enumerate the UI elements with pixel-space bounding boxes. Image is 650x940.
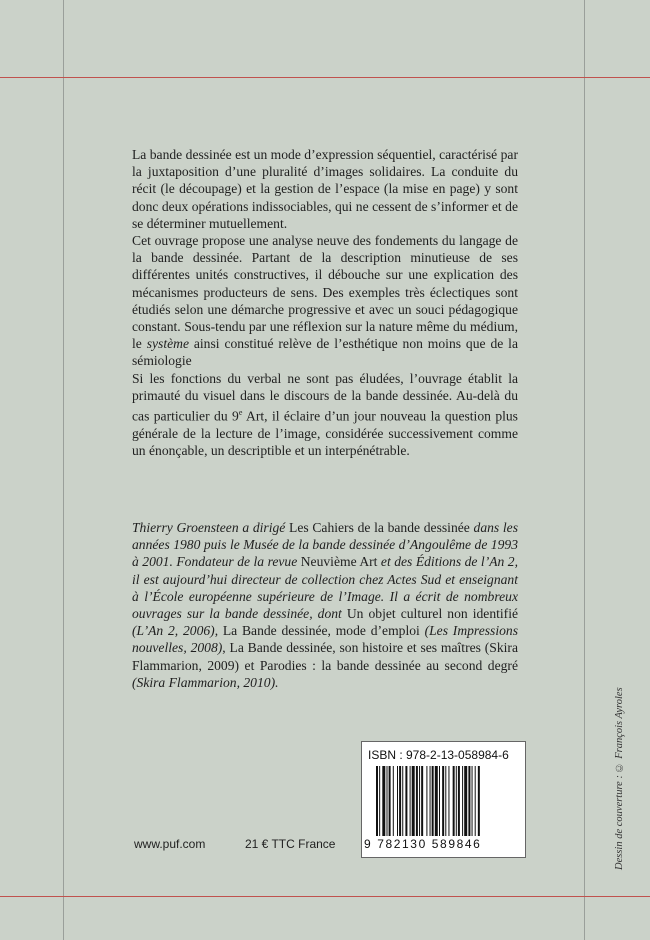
barcode-bar	[458, 766, 460, 836]
barcode-bar	[472, 766, 473, 836]
barcode-bar	[468, 766, 470, 836]
barcode-bar	[412, 766, 415, 836]
bio-segment: Neuvième Art	[300, 554, 378, 570]
bio-segment: Les Cahiers de la bande dessinée	[289, 520, 470, 535]
isbn-label: ISBN : 978-2-13-058984-6	[368, 748, 509, 762]
barcode-bar	[379, 766, 380, 836]
barcode-bar	[448, 766, 449, 836]
barcode-bar	[439, 766, 440, 836]
author-bio	[132, 519, 518, 691]
barcode-bar	[421, 766, 423, 836]
bio-segment: , La Bande dessinée, mode d’emploi	[214, 623, 425, 639]
barcode-bar	[393, 766, 394, 836]
barcode-bar	[426, 766, 427, 836]
author-bio-paragraph	[132, 519, 518, 691]
barcode-bar	[397, 766, 398, 836]
barcode-bar	[389, 766, 391, 836]
bio-segment: (Les Impressions nouvelles, 2008)	[132, 623, 518, 656]
barcode-bar	[419, 766, 420, 836]
barcode-bar	[475, 766, 476, 836]
barcode-bar	[382, 766, 385, 836]
price-label: 21 € TTC France	[245, 837, 336, 851]
barcode-bar	[442, 766, 444, 836]
barcode-bar	[464, 766, 467, 836]
barcode-bar	[416, 766, 418, 836]
barcode-bar	[435, 766, 438, 836]
barcode-bar	[399, 766, 401, 836]
bio-segment: Un objet culturel non identifié	[346, 606, 519, 622]
bio-segment: (L’An 2, 2006)	[132, 623, 215, 639]
bio-segment: (Skira Flammarion, 2010).	[132, 674, 279, 690]
barcode-bar	[456, 766, 457, 836]
barcode-bar	[405, 766, 407, 836]
summary-paragraph-3: Si les fonctions du verbal ne sont pas éludées, l’ouvrage établit la primauté du visuel dans le discours de la bande dessinée. Au-delà du cas particulier du 9e Art, il éclaire d’un jour nouveau la question plus générale de la lecture de l’image, considérée successivement comme un énonçable, un descriptible et un interpénétrable.	[132, 370, 518, 458]
barcode-panel	[361, 741, 526, 858]
barcode-bar	[410, 766, 411, 836]
barcode-bar	[453, 766, 455, 836]
bio-segment: et des Éditions de l’An 2, il est aujourd’hui directeur de collection chez Actes Sud et enseignant à l’École européenne supérieure de l’Image. Il a écrit de nombreux ouvrages sur la bande dessinée, dont	[132, 554, 518, 622]
barcode-bar	[402, 766, 403, 836]
top-red-rule	[0, 77, 650, 78]
barcode-bar	[478, 766, 480, 836]
bio-segment: Thierry Groensteen a dirigé	[132, 520, 290, 535]
barcode-bar	[445, 766, 446, 836]
bottom-red-rule	[0, 896, 650, 897]
barcode-bar	[430, 766, 431, 836]
summary-paragraph-1: La bande dessinée est un mode d’expression séquentiel, caractérisé par la juxtaposition d’une pluralité d’images solidaires. La conduite du récit (le découpage) et la gestion de l’espace (la mise en page) y sont donc deux opérations indissociables, qui ne cessent de s’informer et de se déterminer mutuellement.	[132, 147, 518, 231]
book-summary	[132, 146, 518, 459]
bio-segment: , La Bande dessinée, son histoire et ses maîtres (Skira Flammarion, 2009) et Parodies : la bande dessinée au second degré	[132, 640, 518, 673]
barcode-bar	[376, 766, 378, 836]
left-vertical-rule	[63, 0, 64, 940]
barcode-bar	[432, 766, 434, 836]
barcode-digits: 9 782130 589846	[364, 837, 482, 851]
summary-paragraph-2: Cet ouvrage propose une analyse neuve des fondements du langage de la bande dessinée. Partant de la description minutieuse de ses différentes unités constructives, il débouche sur une explication des mécanismes producteurs de sens. Des exemples très éclectiques sont étudiés selon une démarche progressive et avec un souci pédagogique constant. Sous-tendu par une réflexion sur la nature même du médium, le système ainsi constitué relève de l’esthétique non moins que de la sémiologie	[132, 233, 518, 369]
barcode-bar	[462, 766, 463, 836]
publisher-website: www.puf.com	[134, 837, 206, 851]
barcode-bars	[376, 766, 516, 836]
bio-segment: dans les années 1980 puis le Musée de la bande dessinée d’Angoulême de 1993 à 2001. Fondateur de la revue	[132, 520, 519, 570]
barcode-bar	[387, 766, 388, 836]
right-vertical-rule	[584, 0, 585, 940]
cover-credit: Dessin de couverture : © François Ayroles	[614, 687, 625, 870]
